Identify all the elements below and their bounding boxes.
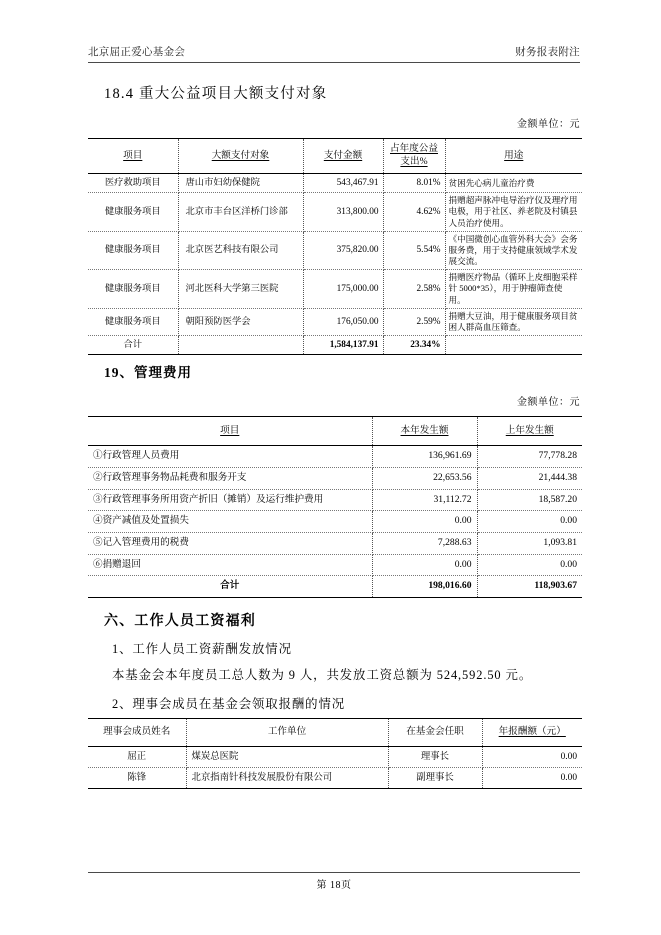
cell-current-year: 22,653.56 <box>372 468 477 490</box>
table-header-row <box>88 718 582 746</box>
cell-amount: 175,000.00 <box>303 270 383 309</box>
section-6-title: 六、工作人员工资福利 <box>104 614 256 630</box>
cell-expense-item: ②行政管理事务物品耗费和服务开支 <box>88 468 372 490</box>
col-project: 项目 <box>88 139 178 174</box>
cell-purpose: 贫困先心病儿童治疗费 <box>445 174 582 193</box>
cell-total-amount: 1,584,137.91 <box>303 336 383 355</box>
section-18-4-title: 18.4 重大公益项目大额支付对象 <box>104 86 328 102</box>
cell-amount: 543,467.91 <box>303 174 383 193</box>
cell-employer: 煤炭总医院 <box>186 746 388 767</box>
cell-member-name: 陈锋 <box>88 768 186 789</box>
table-total-row <box>88 576 582 598</box>
cell-percent: 5.54% <box>383 231 445 270</box>
page-number: 第 18页 <box>316 880 352 891</box>
table-header-row <box>88 139 582 174</box>
table-total-row <box>88 336 582 355</box>
cell-total-label: 合计 <box>88 576 372 598</box>
cell-payee: 朝阳预防医学会 <box>178 308 303 335</box>
cell-previous-year: 77,778.28 <box>477 446 582 468</box>
cell-payee: 北京市丰台区洋桥门诊部 <box>178 193 303 232</box>
table-row <box>88 489 582 511</box>
cell-position: 副理事长 <box>388 768 482 789</box>
table-row <box>88 554 582 576</box>
col-member-name: 理事会成员姓名 <box>88 718 186 746</box>
board-members-table <box>88 718 582 790</box>
section-19-title: 19、管理费用 <box>104 365 192 381</box>
cell-current-year: 7,288.63 <box>372 533 477 555</box>
col-amount: 支付金额 <box>303 139 383 174</box>
cell-expense-item: ⑥捐赠退回 <box>88 554 372 576</box>
cell-expense-item: ①行政管理人员费用 <box>88 446 372 468</box>
cell-total-previous-year: 118,903.67 <box>534 580 577 592</box>
cell-project: 健康服务项目 <box>88 193 178 232</box>
unit-note-18-4: 金额单位：元 <box>517 119 580 130</box>
table-row <box>88 468 582 490</box>
cell-current-year: 0.00 <box>372 554 477 576</box>
table-row <box>88 533 582 555</box>
cell-purpose: 《中国微创心血管外科大会》会务服务费，用于支持健康领域学术发展交流。 <box>445 231 582 270</box>
cell-amount: 313,800.00 <box>303 193 383 232</box>
unit-note-19: 金额单位：元 <box>517 397 580 409</box>
cell-previous-year: 21,444.38 <box>477 468 582 490</box>
table-row <box>88 231 582 270</box>
cell-employer: 北京指南针科技发展股份有限公司 <box>186 768 388 789</box>
cell-percent: 2.59% <box>383 308 445 335</box>
section-6-sub1-text: 本基金会本年度员工总人数为 9 人，共发放工资总额为 524,592.50 元。 <box>112 668 533 683</box>
cell-expense-item: ④资产减值及处置损失 <box>88 511 372 533</box>
cell-current-year: 136,961.69 <box>372 446 477 468</box>
cell-purpose: 捐赠大豆油，用于健康服务项目贫困人群高血压筛查。 <box>445 308 582 335</box>
cell-amount: 375,820.00 <box>303 231 383 270</box>
cell-previous-year: 0.00 <box>477 511 582 533</box>
col-percent: 占年度公益支出% <box>383 139 445 174</box>
cell-expense-item: ③行政管理事务所用资产折旧（摊销）及运行维护费用 <box>88 489 372 511</box>
cell-total-label: 合计 <box>88 336 178 355</box>
cell-current-year: 0.00 <box>372 511 477 533</box>
cell-percent: 2.58% <box>383 270 445 309</box>
document-content <box>88 70 582 789</box>
cell-previous-year: 18,587.20 <box>477 489 582 511</box>
cell-total-payee <box>178 336 303 355</box>
cell-previous-year: 1,093.81 <box>477 533 582 555</box>
cell-purpose: 捐赠医疗物品（循环上皮细胞采样针 5000*35），用于肿瘤筛查使用。 <box>445 270 582 309</box>
cell-current-year: 31,112.72 <box>372 489 477 511</box>
cell-total-current-year: 198,016.60 <box>372 576 477 598</box>
col-purpose: 用途 <box>445 139 582 174</box>
cell-position: 理事长 <box>388 746 482 767</box>
table-row <box>88 511 582 533</box>
cell-previous-year: 0.00 <box>477 554 582 576</box>
cell-payee: 北京医艺科技有限公司 <box>178 231 303 270</box>
table-header-row <box>88 417 582 446</box>
col-payee: 大额支付对象 <box>178 139 303 174</box>
running-footer <box>88 872 580 891</box>
cell-project: 健康服务项目 <box>88 231 178 270</box>
cell-payee: 唐山市妇幼保健院 <box>178 174 303 193</box>
table-row <box>88 193 582 232</box>
cell-annual-pay: 0.00 <box>560 773 577 784</box>
cell-expense-item: ⑤记入管理费用的税费 <box>88 533 372 555</box>
col-expense-item: 项目 <box>88 417 372 446</box>
cell-percent: 8.01% <box>383 174 445 193</box>
table-row <box>88 746 582 767</box>
cell-total-purpose <box>445 336 582 355</box>
col-position: 在基金会任职 <box>388 718 482 746</box>
admin-expenses-table <box>88 416 582 598</box>
cell-project: 医疗救助项目 <box>88 174 178 193</box>
cell-purpose: 捐赠超声脉冲电导治疗仪及理疗用电极，用于社区、养老院及村镇县人员治疗使用。 <box>445 193 582 232</box>
cell-project: 健康服务项目 <box>88 270 178 309</box>
cell-percent: 4.62% <box>383 193 445 232</box>
table-row <box>88 768 582 789</box>
cell-member-name: 屈正 <box>88 746 186 767</box>
running-header <box>88 44 580 63</box>
major-payees-table <box>88 138 582 355</box>
section-6-sub2-title: 2、理事会成员在基金会领取报酬的情况 <box>112 696 346 711</box>
cell-amount: 176,050.00 <box>303 308 383 335</box>
table-row <box>88 174 582 193</box>
header-organization-name: 北京屈正爱心基金会 <box>88 47 186 58</box>
col-previous-year: 上年发生额 <box>477 417 582 446</box>
table-row <box>88 446 582 468</box>
section-6-sub1-title: 1、工作人员工资薪酬发放情况 <box>112 642 292 657</box>
col-current-year: 本年发生额 <box>372 417 477 446</box>
cell-annual-pay: 0.00 <box>482 746 582 767</box>
cell-payee: 河北医科大学第三医院 <box>178 270 303 309</box>
cell-project: 健康服务项目 <box>88 308 178 335</box>
table-row <box>88 270 582 309</box>
header-document-title: 财务报表附注 <box>515 47 580 58</box>
table-row <box>88 308 582 335</box>
cell-total-percent: 23.34% <box>383 336 445 355</box>
col-employer: 工作单位 <box>186 718 388 746</box>
col-annual-pay: 年报酬额（元） <box>482 718 582 746</box>
